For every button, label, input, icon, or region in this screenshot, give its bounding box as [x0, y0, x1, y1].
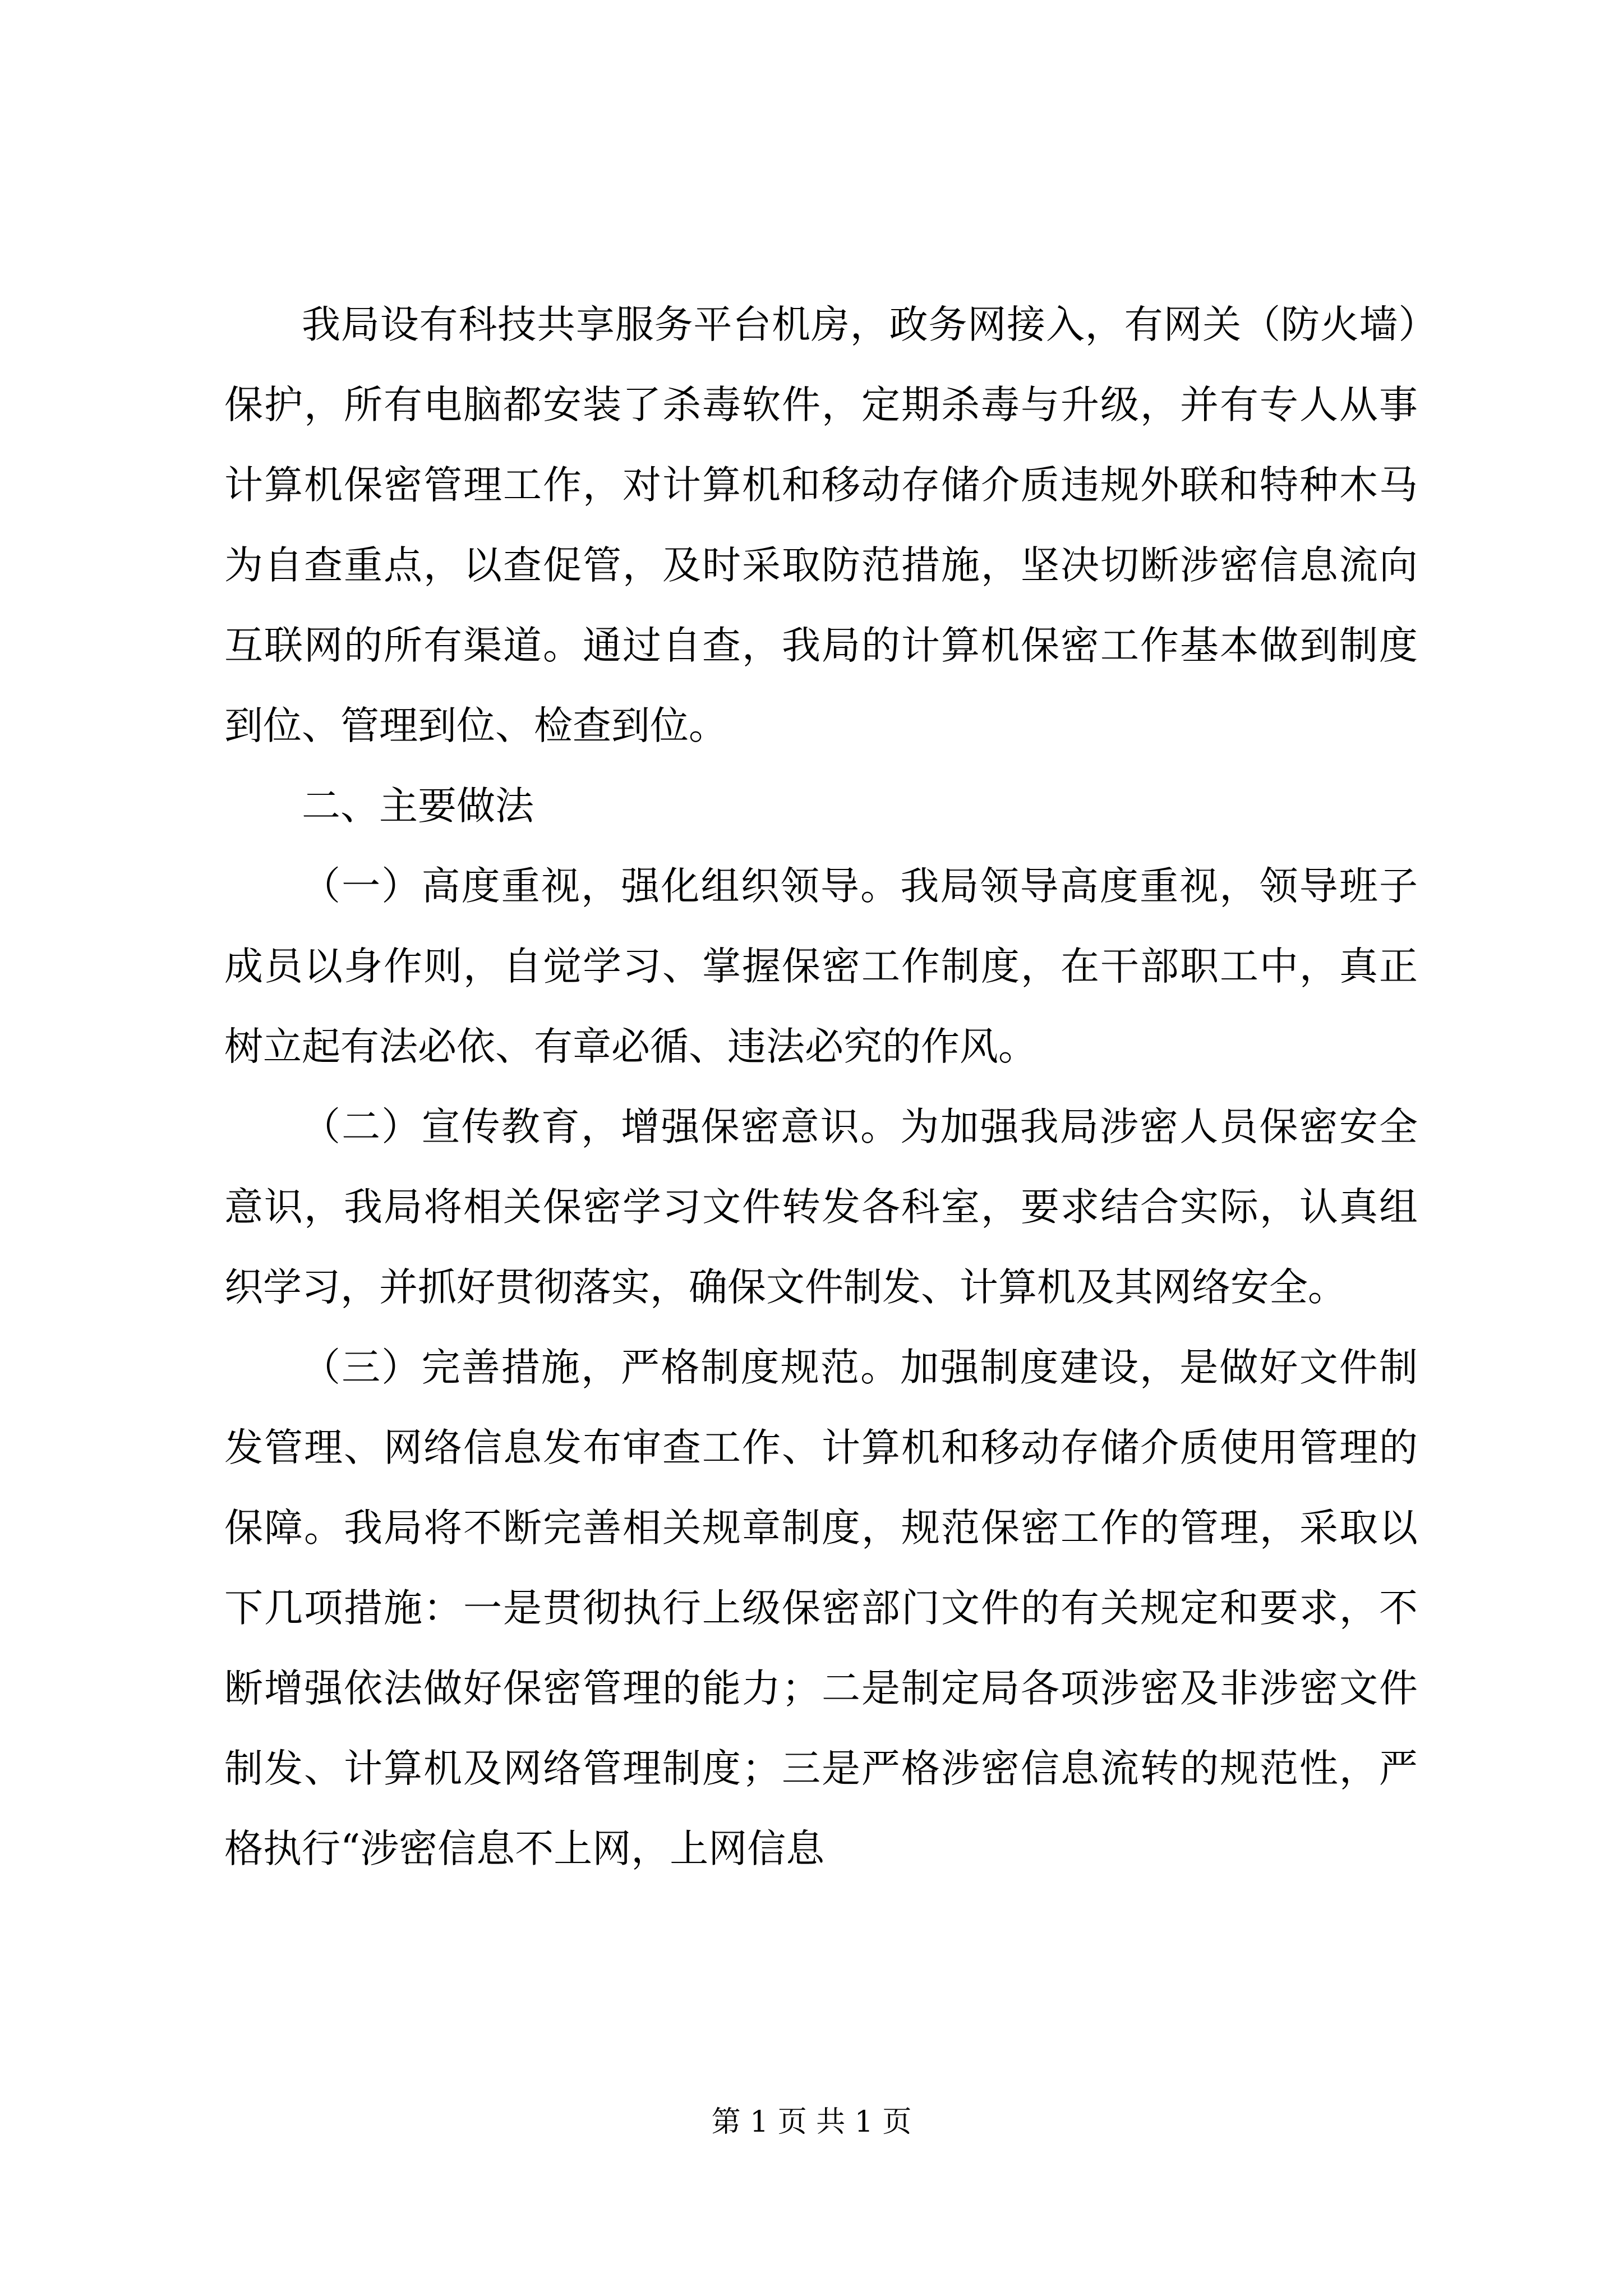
- document-body: [224, 285, 1418, 1889]
- page-footer: 第 1 页 共 1 页: [711, 2105, 912, 2139]
- paragraph-item-2: （二）宣传教育，增强保密意识。为加强我局涉密人员保密安全意识，我局将相关保密学习文件转发各科室，要求结合实际，认真组织学习，并抓好贯彻落实，确保文件制发、计算机及其网络安全。: [224, 1105, 1418, 1310]
- paragraph-item-1: （一）高度重视，强化组织领导。我局领导高度重视，领导班子成员以身作则，自觉学习、掌握保密工作制度，在干部职工中，真正树立起有法必依、有章必循、违法必究的作风。: [224, 864, 1418, 1069]
- paragraph-intro: 我局设有科技共享服务平台机房，政务网接入，有网关（防火墙）保护，所有电脑都安装了杀毒软件，定期杀毒与升级，并有专人从事计算机保密管理工作，对计算机和移动存储介质违规外联和特种木马为自查重点，以查促管，及时采取防范措施，坚决切断涉密信息流向互联网的所有渠道。通过自查，我局的计算机保密工作基本做到制度到位、管理到位、检查到位。: [224, 302, 1418, 748]
- section-heading-main-practices: 二、主要做法: [302, 784, 534, 829]
- paragraph-item-3: （三）完善措施，严格制度规范。加强制度建设，是做好文件制发管理、网络信息发布审查工作、计算机和移动存储介质使用管理的保障。我局将不断完善相关规章制度，规范保密工作的管理，采取以下几项措施：一是贯彻执行上级保密部门文件的有关规定和要求，不断增强依法做好保密管理的能力；二是制定局各项涉密及非涉密文件制发、计算机及网络管理制度；三是严格涉密信息流转的规范性，严格执行“涉密信息不上网，上网信息: [224, 1345, 1418, 1871]
